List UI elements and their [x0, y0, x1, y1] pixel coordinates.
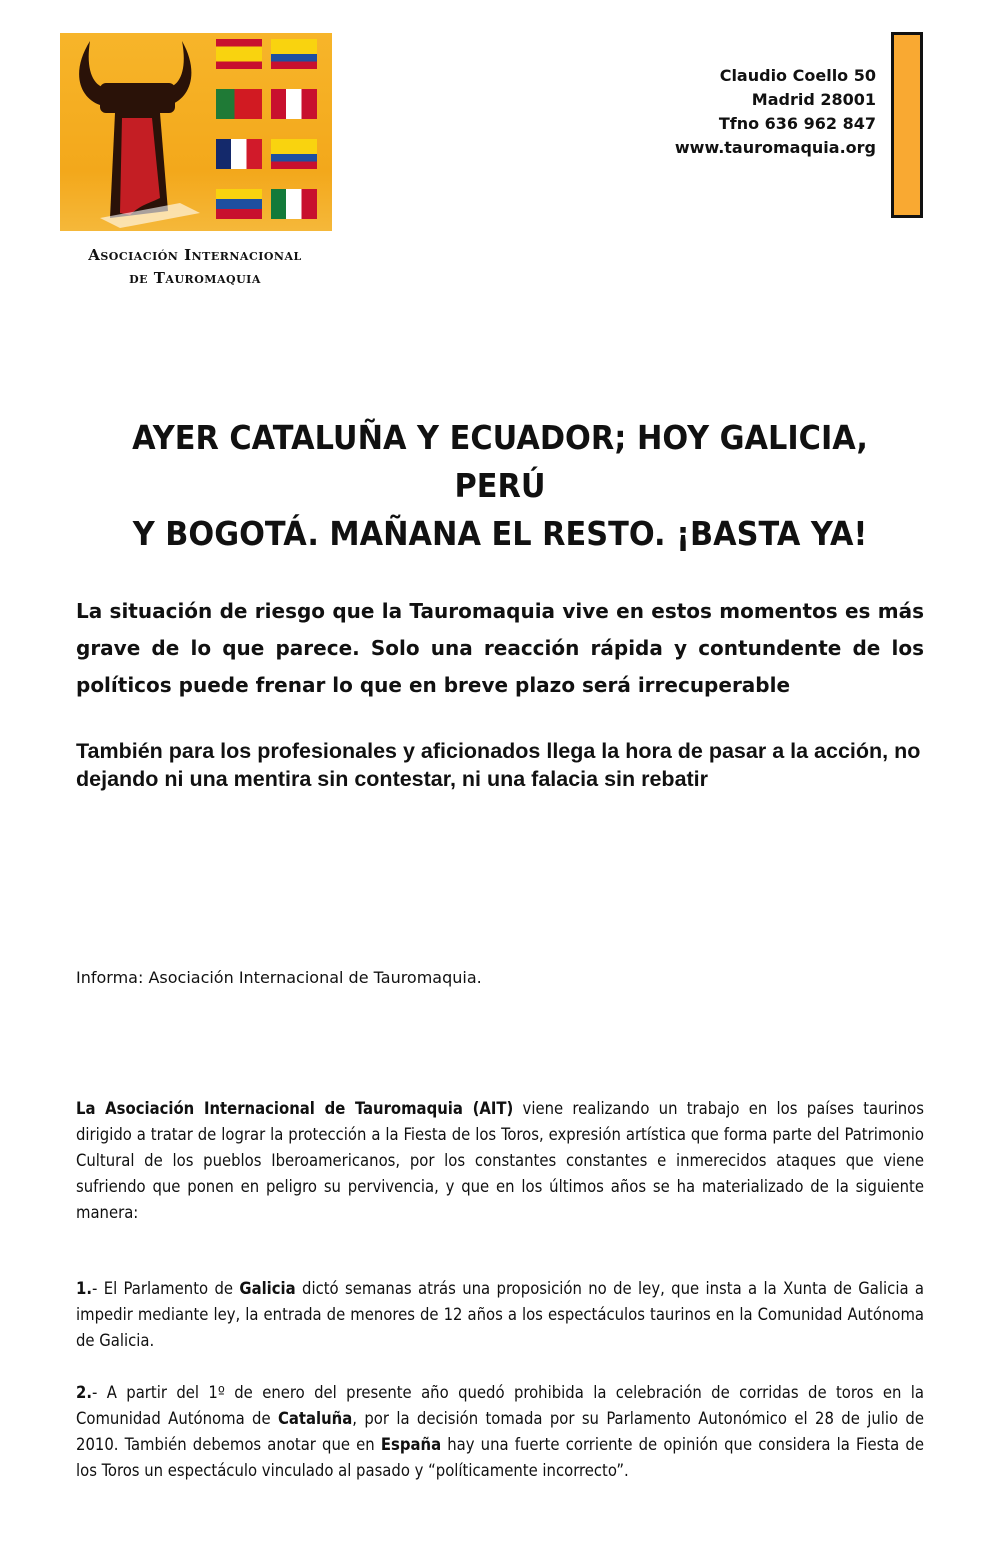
- item-text: , por la decisión tomada por su Parlamento Autonómico el 28 de julio de 2010. También debemos anotar que en: [76, 1409, 924, 1454]
- intro-text: viene realizando un trabajo en los países taurinos dirigido a tratar de lograr la protección a la Fiesta de los Toros, expresión artística que forma parte del Patrimonio Cultural de los pueblos Iberoamericanos, por los constantes constantes e inmerecidos ataques que viene sufriendo que ponen en peligro su pervivencia, y que en los últimos años se ha materializado de la siguiente manera:: [76, 1099, 924, 1222]
- flag-venezuela-icon: [216, 189, 262, 219]
- flag-spain-icon: [216, 39, 262, 69]
- street: Claudio Coello 50: [719, 66, 876, 85]
- address-block: [675, 64, 876, 160]
- phone: Tfno 636 962 847: [718, 114, 876, 133]
- flag-portugal-icon: [216, 89, 262, 119]
- item-bold: Cataluña: [278, 1409, 353, 1428]
- intro-paragraph: [76, 1096, 924, 1226]
- item-text: - A partir del 1º de enero del presente año quedó prohibida la celebración de corridas de toros en la Comunidad Autónoma de: [76, 1383, 924, 1428]
- flag-france-icon: [216, 139, 262, 169]
- list-item: [76, 1380, 924, 1484]
- headline-line1: AYER CATALUÑA Y ECUADOR; HOY GALICIA, PERÚ: [132, 418, 868, 505]
- intro-bold: La Asociación Internacional de Tauromaquia (AIT): [76, 1099, 514, 1118]
- item-text: - El Parlamento de: [91, 1279, 240, 1298]
- flag-mexico-icon: [271, 189, 317, 219]
- flag-ecuador-icon: [271, 39, 317, 69]
- org-line1: Asociación Internacional: [88, 246, 302, 264]
- item-text: dictó semanas atrás una proposición no de ley, que insta a la Xunta de Galicia a impedir mediante ley, la entrada de menores de 12 años a los espectáculos taurinos en la Comunidad Autónoma de Galicia.: [76, 1279, 924, 1350]
- item-number: 2.: [76, 1383, 92, 1402]
- flag-peru-icon: [271, 89, 317, 119]
- flag-colombia-icon: [271, 139, 317, 169]
- lead-paragraph-2: También para los profesionales y aficionados llega la hora de pasar a la acción, no dejando ni una mentira sin contestar, ni una falacia sin rebatir: [76, 739, 921, 791]
- city: Madrid 28001: [751, 90, 876, 109]
- informa-line: Informa: Asociación Internacional de Tauromaquia.: [76, 968, 482, 987]
- org-line2: de Tauromaquia: [129, 269, 261, 287]
- lead-paragraph-1: La situación de riesgo que la Tauromaquia vive en estos momentos es más grave de lo que parece. Solo una reacción rápida y contundente de los políticos puede frenar lo que en breve plazo será irrecuperable: [76, 599, 924, 697]
- headline: [95, 414, 905, 558]
- logo: [60, 33, 332, 231]
- item-bold: Galicia: [239, 1279, 296, 1298]
- orange-bar: [891, 32, 923, 218]
- list-item: [76, 1276, 924, 1354]
- website-link[interactable]: www.tauromaquia.org: [674, 138, 876, 157]
- headline-line2: Y BOGOTÁ. MAÑANA EL RESTO. ¡BASTA YA!: [132, 514, 868, 553]
- item-number: 1.: [76, 1279, 92, 1298]
- item-text: hay una fuerte corriente de opinión que considera la Fiesta de los Toros un espectáculo vinculado al pasado y “políticamente incorrecto”.: [76, 1435, 924, 1480]
- org-name: [40, 244, 350, 290]
- item-bold: España: [380, 1435, 442, 1454]
